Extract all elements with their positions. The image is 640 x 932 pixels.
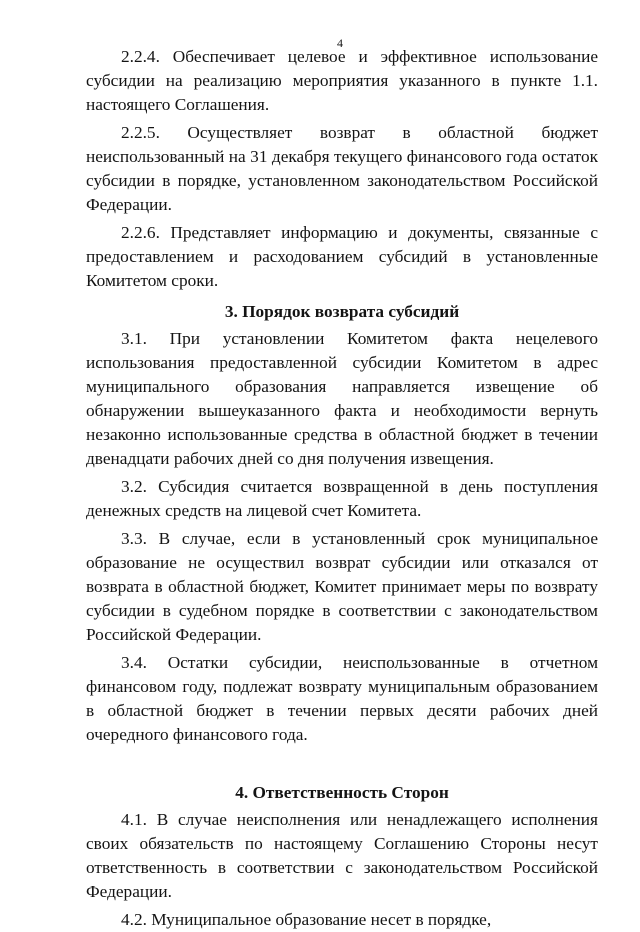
clause-4-2: 4.2. Муниципальное образование несет в порядке, — [121, 910, 492, 929]
clause-4-1: 4.1. В случае неисполнения или ненадлежащего исполнения своих обязательств по настоящему Соглашению Стороны несут ответственность в соответствии с законодательством Российской Федерации. — [86, 810, 598, 901]
section-3-heading: 3. Порядок возврата субсидий — [224, 302, 460, 321]
clause-2-2-4: 2.2.4. Обеспечивает целевое и эффективное использование субсидии на реализацию мероприятия указанного в пункте 1.1. настоящего Соглашения. — [86, 47, 598, 114]
section-4-heading: 4. Ответственность Сторон — [235, 783, 449, 802]
document-body — [86, 45, 598, 932]
clause-2-2-6: 2.2.6. Представляет информацию и документы, связанные с предоставлением и расходованием субсидий в установленные Комитетом сроки. — [86, 223, 598, 290]
clause-2-2-5: 2.2.5. Осуществляет возврат в областной бюджет неиспользованный на 31 декабря текущего финансового года остаток субсидии в порядке, установленном законодательством Российской Федерации. — [86, 123, 598, 214]
clause-3-4: 3.4. Остатки субсидии, неиспользованные в отчетном финансовом году, подлежат возврату муниципальным образованием в областной бюджет в течении первых десяти рабочих дней очередного финансового года. — [86, 653, 598, 744]
page-number: 4 — [337, 36, 343, 50]
clause-3-1: 3.1. При установлении Комитетом факта нецелевого использования предоставленной субсидии Комитетом в адрес муниципального образования направляется извещение об обнаружении вышеуказанного факта и необходимости вернуть незаконно использованные средства в областной бюджет в течении двенадцати рабочих дней со дня получения извещения. — [86, 329, 598, 468]
clause-3-3: 3.3. В случае, если в установленный срок муниципальное образование не осуществил возврат субсидии или отказался от возврата в областной бюджет, Комитет принимает меры по возврату субсидии в судебном порядке в соответствии с законодательством Российской Федерации. — [86, 529, 598, 644]
clause-3-2: 3.2. Субсидия считается возвращенной в день поступления денежных средств на лицевой счет Комитета. — [86, 477, 598, 520]
